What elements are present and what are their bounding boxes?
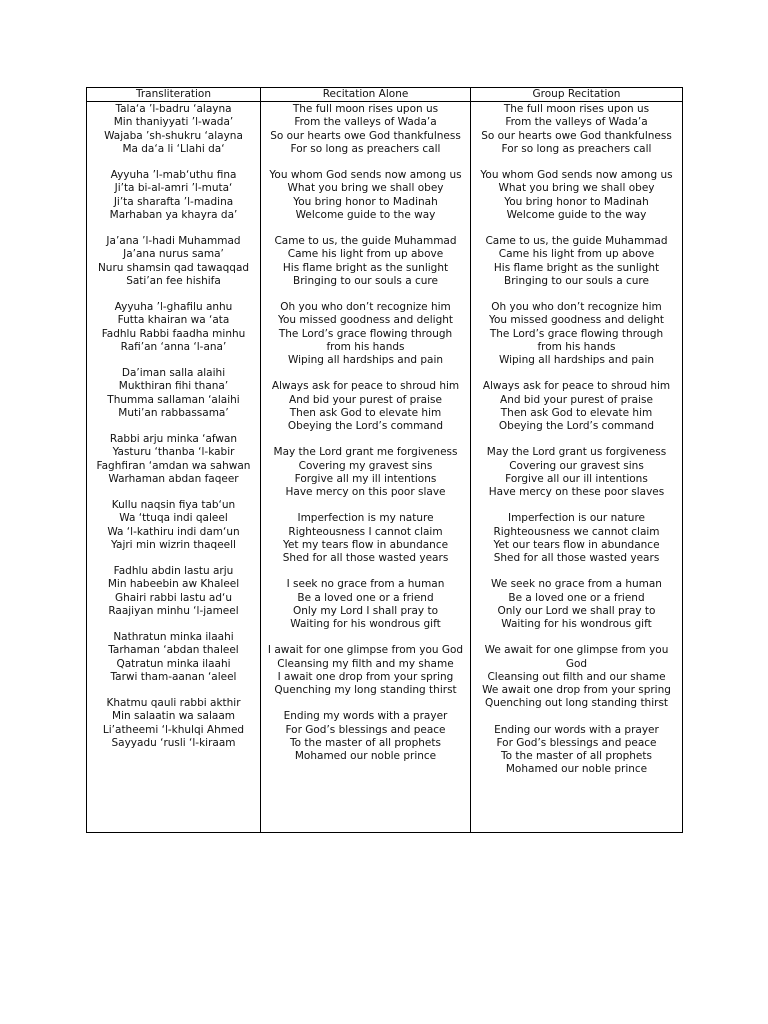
lyric-line: You whom God sends now among us — [269, 169, 462, 182]
lyric-line: You bring honor to Madinah — [293, 195, 438, 208]
lyric-line: Ghairi rabbi lastu ad‘u — [114, 591, 233, 604]
stanza — [89, 367, 258, 420]
lyric-line: Rabbi arju minka ‘afwan — [109, 433, 238, 446]
lyric-line: Bringing to our souls a cure — [504, 274, 649, 287]
lyric-line: Wiping all hardships and pain — [498, 354, 655, 367]
lyric-line: May the Lord grant us forgiveness — [486, 446, 667, 459]
lyric-line: Fadhlu Rabbi faadha minhu — [101, 327, 246, 340]
lyric-line: What you bring we shall obey — [498, 182, 655, 195]
lyric-line: Then ask God to elevate him — [500, 406, 653, 419]
lyric-line: Ending our words with a prayer — [494, 723, 659, 736]
lyric-line: Covering my gravest sins — [298, 459, 433, 472]
header-row — [87, 88, 683, 102]
lyric-line: Rafi’an ‘anna ‘l-ana’ — [120, 340, 227, 353]
lyric-line: Oh you who don’t recognize him — [280, 301, 451, 314]
lyric-line: Oh you who don’t recognize him — [491, 301, 662, 314]
lyric-line: Min habeebin aw Khaleel — [107, 578, 240, 591]
lyric-line: Nuru shamsin qad tawaqqad — [97, 261, 250, 274]
stanza — [89, 565, 258, 618]
lyric-line: Righteousness I cannot claim — [288, 525, 443, 538]
lyric-line: Came his light from up above — [287, 248, 444, 261]
lyric-line: For so long as preachers call — [290, 142, 441, 155]
stanza — [263, 380, 468, 433]
stanza — [263, 169, 468, 222]
stanza — [473, 446, 680, 499]
lyric-line: From the valleys of Wada’a — [294, 116, 437, 129]
lyric-line: Imperfection is my nature — [297, 512, 434, 525]
lyric-line: Welcome guide to the way — [506, 208, 647, 221]
lyric-line: Ji’ta bi-al-amri ’l-muta‘ — [114, 182, 233, 195]
lyric-line: I await one drop from your spring — [277, 670, 454, 683]
stanza — [473, 169, 680, 222]
lyric-line: Sayyadu ‘rusli ‘l-kiraam — [111, 736, 236, 749]
stanza — [263, 578, 468, 631]
lyric-line: Shed for all those wasted years — [493, 552, 660, 565]
header-transliteration: Transliteration — [87, 88, 261, 102]
column-group-recitation — [471, 102, 683, 833]
lyric-line: Mohamed our noble prince — [505, 763, 648, 776]
stanza — [473, 301, 680, 367]
stanza — [473, 380, 680, 433]
stanza — [473, 724, 680, 777]
lyric-line: We await one drop from your spring — [482, 684, 671, 697]
lyric-line: Khatmu qauli rabbi akthir — [106, 697, 241, 710]
lyric-line: Cleansing my filth and my shame — [277, 657, 454, 670]
lyric-line: Tarhaman ‘abdan thaleel — [108, 644, 239, 657]
stanza — [473, 578, 680, 631]
lyric-line: The Lord’s grace flowing through — [489, 327, 664, 340]
lyric-line: From the valleys of Wada’a — [505, 116, 648, 129]
header-group-recitation: Group Recitation — [471, 88, 683, 102]
lyric-line: Waiting for his wondrous gift — [290, 618, 441, 631]
lyric-line: Ayyuha ’l-mab‘uthu fina — [110, 169, 237, 182]
lyric-line: Quenching my long standing thirst — [274, 684, 457, 697]
lyric-line: Futta khairan wa ‘ata — [117, 314, 230, 327]
lyric-line: His flame bright as the sunlight — [282, 261, 449, 274]
lyric-line: from his hands — [537, 340, 616, 353]
lyric-line: For so long as preachers call — [501, 142, 652, 155]
lyric-line: So our hearts owe God thankfulness — [270, 129, 461, 142]
lyric-line: Forgive all our ill intentions — [505, 472, 648, 485]
lyric-line: And bid your purest of praise — [289, 393, 442, 406]
stanza — [263, 446, 468, 499]
stanza — [89, 169, 258, 222]
lyric-line: Ja’ana ’l-hadi Muhammad — [106, 235, 241, 248]
lyric-line: Always ask for peace to shroud him — [482, 380, 671, 393]
lyric-line: Kullu naqsin fiya tab‘un — [111, 499, 236, 512]
lyric-line: His flame bright as the sunlight — [493, 261, 660, 274]
lyric-line: Have mercy on this poor slave — [285, 486, 446, 499]
lyric-line: The full moon rises upon us — [292, 103, 439, 116]
stanza — [263, 644, 468, 697]
column-recitation-alone — [261, 102, 471, 833]
lyric-line: Tarwi tham-aanan ‘aleel — [110, 670, 237, 683]
lyric-line: Forgive all my ill intentions — [294, 472, 437, 485]
lyric-line: Welcome guide to the way — [295, 208, 436, 221]
stanza — [263, 710, 468, 763]
lyric-line: Mukthiran fihi thana’ — [118, 380, 229, 393]
lyric-line: Ayyuha ’l-ghafilu anhu — [114, 301, 233, 314]
stanza — [89, 631, 258, 684]
lyric-line: Be a loved one or a friend — [508, 591, 645, 604]
lyric-line: Sati’an fee hishifa — [126, 274, 221, 287]
lyric-line: Came his light from up above — [498, 248, 655, 261]
lyric-line: You whom God sends now among us — [480, 169, 673, 182]
lyric-line: Ending my words with a prayer — [283, 710, 448, 723]
lyric-line: For God’s blessings and peace — [285, 723, 446, 736]
lyric-line: Qatratun minka ilaahi — [116, 657, 231, 670]
lyric-line: Nathratun minka ilaahi — [113, 631, 234, 644]
lyric-line: Yajri min wizrin thaqeell — [111, 538, 236, 551]
lyric-line: We await for one glimpse from you God — [484, 644, 669, 670]
stanza — [263, 512, 468, 565]
lyric-line: You missed goodness and delight — [277, 314, 454, 327]
stanza — [473, 512, 680, 565]
stanza — [473, 103, 680, 156]
lyric-line: Covering our gravest sins — [509, 459, 644, 472]
lyric-line: Always ask for peace to shroud him — [271, 380, 460, 393]
stanza — [89, 499, 258, 552]
lyric-line: And bid your purest of praise — [500, 393, 653, 406]
lyric-line: The Lord’s grace flowing through — [278, 327, 453, 340]
lyric-line: Wa ‘ttuqa indi qaleel — [119, 512, 228, 525]
stanza — [89, 697, 258, 750]
lyric-line: Ji’ta sharafta ’l-madina — [113, 195, 234, 208]
lyric-line: Da’iman salla alaihi — [121, 367, 226, 380]
lyric-line: Waiting for his wondrous gift — [501, 618, 652, 631]
column-transliteration — [87, 102, 261, 833]
lyric-line: Ma da‘a li ‘Llahi da‘ — [122, 142, 225, 155]
lyric-line: Quenching out long standing thirst — [484, 697, 669, 710]
lyric-line: Min thaniyyati ’l-wada’ — [113, 116, 234, 129]
lyric-line: from his hands — [326, 340, 405, 353]
lyric-line: Wiping all hardships and pain — [287, 354, 444, 367]
lyric-line: What you bring we shall obey — [287, 182, 444, 195]
lyric-line: Min salaatin wa salaam — [112, 710, 235, 723]
stanza — [89, 235, 258, 288]
lyric-line: Tala‘a ’l-badru ‘alayna — [115, 103, 232, 116]
stanza — [89, 301, 258, 354]
lyric-line: Marhaban ya khayra da’ — [109, 208, 238, 221]
lyric-line: Wajaba ’sh-shukru ‘alayna — [104, 129, 243, 142]
lyric-line: Mohamed our noble prince — [294, 750, 437, 763]
lyric-line: Muti’an rabbassama’ — [118, 406, 229, 419]
lyric-line: May the Lord grant me forgiveness — [273, 446, 458, 459]
stanza — [89, 433, 258, 486]
lyric-line: For God’s blessings and peace — [496, 736, 657, 749]
lyric-line: Have mercy on these poor slaves — [488, 486, 665, 499]
lyric-line: Came to us, the guide Muhammad — [485, 235, 668, 248]
lyric-line: To the master of all prophets — [290, 736, 441, 749]
lyric-line: To the master of all prophets — [501, 750, 652, 763]
lyric-line: Yet my tears flow in abundance — [282, 538, 449, 551]
lyric-line: Wa ‘l-kathiru indi dam‘un — [107, 525, 240, 538]
lyric-line: Obeying the Lord’s command — [498, 420, 655, 433]
lyric-line: Yasturu ‘thanba ‘l-kabir — [112, 446, 235, 459]
stanza — [263, 235, 468, 288]
lyric-line: You missed goodness and delight — [488, 314, 665, 327]
body-row — [87, 102, 683, 833]
lyric-line: Cleansing out filth and our shame — [487, 670, 666, 683]
lyrics-table — [86, 87, 683, 833]
lyric-line: Bringing to our souls a cure — [293, 274, 438, 287]
lyric-line: Ja’ana nurus sama’ — [123, 248, 224, 261]
lyric-line: Righteousness we cannot claim — [493, 525, 660, 538]
lyric-line: You bring honor to Madinah — [504, 195, 649, 208]
lyric-line: Be a loved one or a friend — [297, 591, 434, 604]
lyric-line: Then ask God to elevate him — [289, 406, 442, 419]
stanza — [263, 301, 468, 367]
lyric-line: Obeying the Lord’s command — [287, 420, 444, 433]
lyric-line: Fadhlu abdin lastu arju — [113, 565, 234, 578]
lyric-line: The full moon rises upon us — [503, 103, 650, 116]
lyric-line: Faghfiran ‘amdan wa sahwan — [96, 459, 251, 472]
stanza — [473, 235, 680, 288]
stanza — [89, 103, 258, 156]
lyric-line: So our hearts owe God thankfulness — [481, 129, 672, 142]
lyric-line: Raajiyan minhu ‘l-jameel — [108, 604, 239, 617]
lyric-line: Only our Lord we shall pray to — [497, 604, 656, 617]
lyric-line: I await for one glimpse from you God — [267, 644, 464, 657]
stanza — [473, 644, 680, 710]
lyric-line: Imperfection is our nature — [507, 512, 645, 525]
lyric-line: Only my Lord I shall pray to — [292, 604, 439, 617]
lyric-line: We seek no grace from a human — [491, 578, 662, 591]
header-recitation-alone: Recitation Alone — [261, 88, 471, 102]
lyric-line: Yet our tears flow in abundance — [493, 538, 660, 551]
lyric-line: Thumma sallaman ‘alaihi — [107, 393, 240, 406]
lyric-line: Li’atheemi ‘l-khulqi Ahmed — [102, 723, 245, 736]
lyric-line: I seek no grace from a human — [286, 578, 445, 591]
lyric-line: Warhaman abdan faqeer — [108, 472, 239, 485]
lyric-line: Shed for all those wasted years — [282, 552, 449, 565]
lyric-line: Came to us, the guide Muhammad — [274, 235, 457, 248]
stanza — [263, 103, 468, 156]
